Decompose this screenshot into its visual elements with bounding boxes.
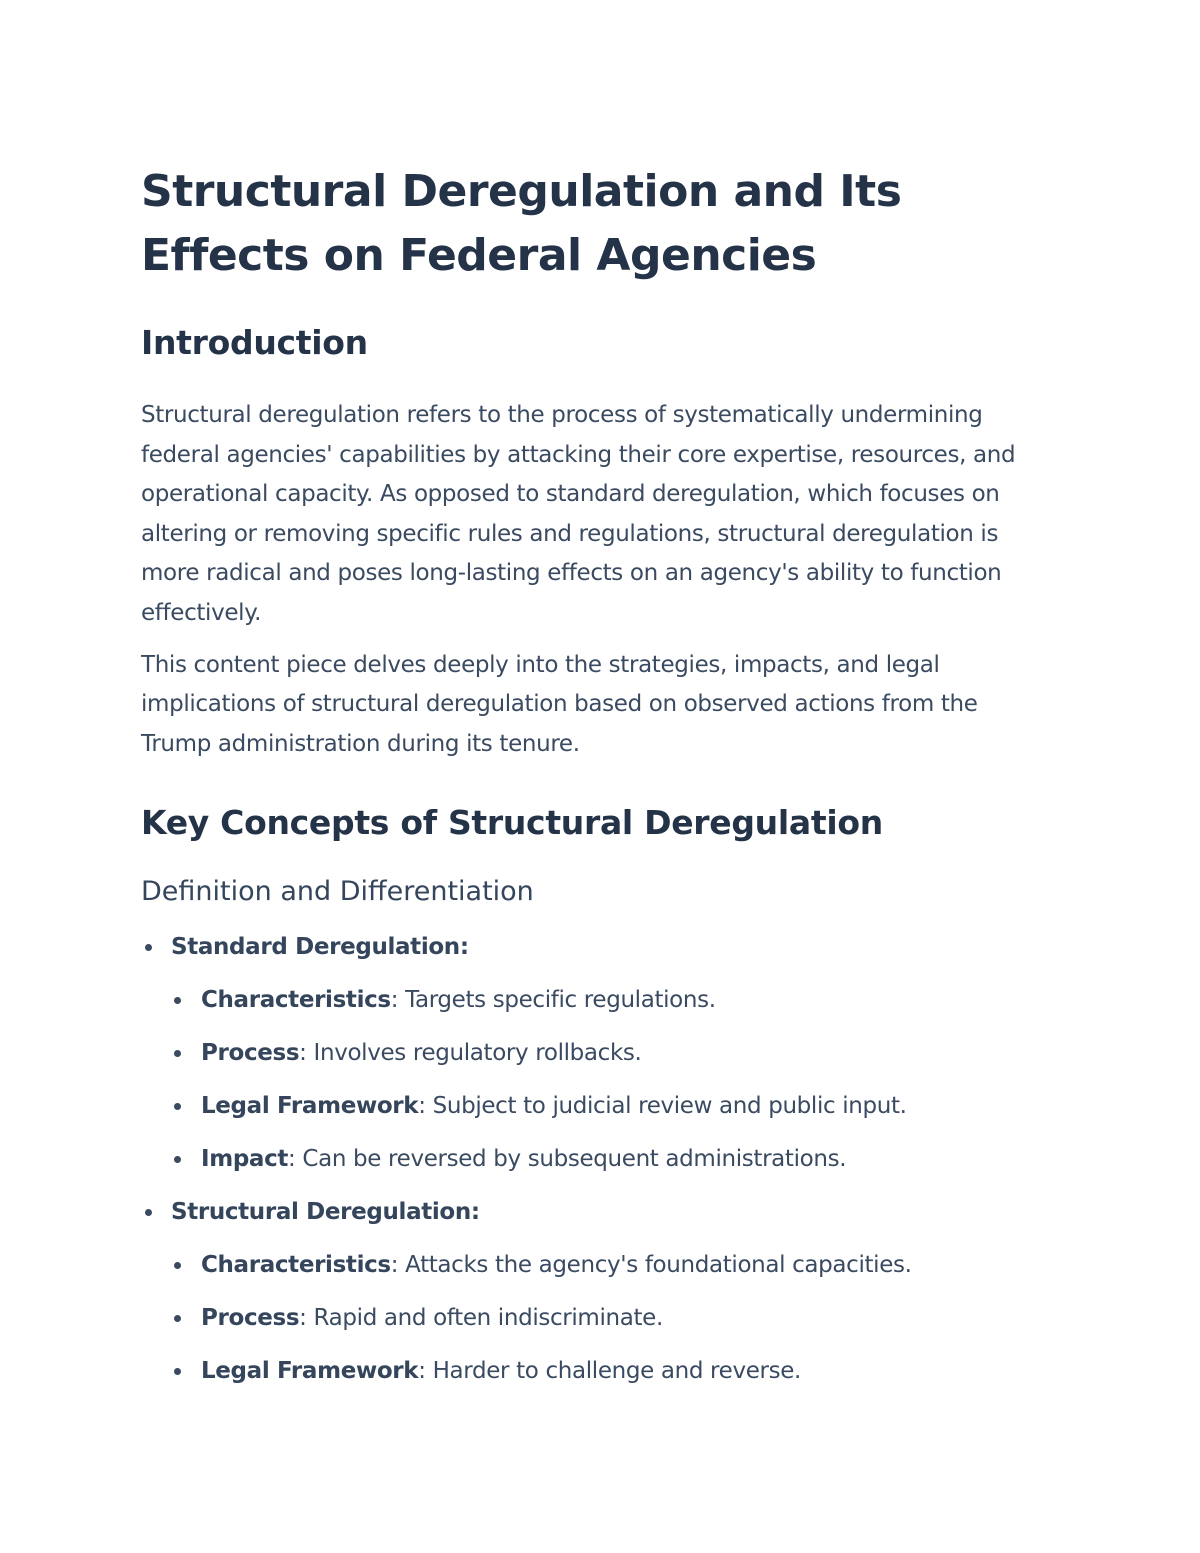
deregulation-types-list	[141, 932, 1051, 1386]
document-page	[141, 160, 1051, 1409]
standard-deregulation-sublist	[171, 985, 1051, 1174]
list-item	[171, 1356, 1051, 1386]
list-item	[171, 1091, 1051, 1121]
item-term: Process	[201, 1305, 300, 1332]
group-label: Structural Deregulation:	[171, 1199, 480, 1226]
introduction-heading: Introduction	[141, 323, 368, 362]
item-term: Impact	[201, 1146, 289, 1173]
list-item-structural-deregulation	[141, 1197, 1051, 1386]
intro-paragraph-2: This content piece delves deeply into the strategies, impacts, and legal implications of structural deregulation based on observed actions from the Trump administration during its tenure.	[141, 651, 978, 757]
list-item	[171, 1038, 1051, 1068]
list-item	[171, 1250, 1051, 1280]
item-text: : Targets specific regulations.	[390, 987, 716, 1014]
item-text: : Rapid and often indiscriminate.	[299, 1305, 663, 1332]
item-text: : Harder to challenge and reverse.	[418, 1358, 802, 1385]
item-term: Legal Framework	[201, 1358, 419, 1385]
item-term: Characteristics	[201, 1252, 391, 1279]
list-item	[171, 1144, 1051, 1174]
item-text: : Subject to judicial review and public input.	[418, 1093, 907, 1120]
item-text: : Attacks the agency's foundational capacities.	[390, 1252, 912, 1279]
document-title: Structural Deregulation and Its Effects on Federal Agencies	[141, 166, 902, 281]
item-term: Characteristics	[201, 987, 391, 1014]
intro-paragraph-1: Structural deregulation refers to the process of systematically undermining federal agencies' capabilities by attacking their core expertise, resources, and operational capacity. As opposed to standard deregulation, which focuses on altering or removing specific rules and regulations, structural deregulation is more radical and poses long-lasting effects on an agency's ability to function effectively.	[141, 402, 1016, 626]
item-term: Process	[201, 1040, 300, 1067]
group-label: Standard Deregulation:	[171, 934, 469, 961]
list-item	[171, 1303, 1051, 1333]
list-item-standard-deregulation	[141, 932, 1051, 1174]
item-text: : Involves regulatory rollbacks.	[299, 1040, 642, 1067]
key-concepts-heading: Key Concepts of Structural Deregulation	[141, 803, 883, 843]
item-term: Legal Framework	[201, 1093, 419, 1120]
definition-subheading: Definition and Differentiation	[141, 876, 534, 908]
structural-deregulation-sublist	[171, 1250, 1051, 1386]
item-text: : Can be reversed by subsequent administrations.	[288, 1146, 847, 1173]
list-item	[171, 985, 1051, 1015]
